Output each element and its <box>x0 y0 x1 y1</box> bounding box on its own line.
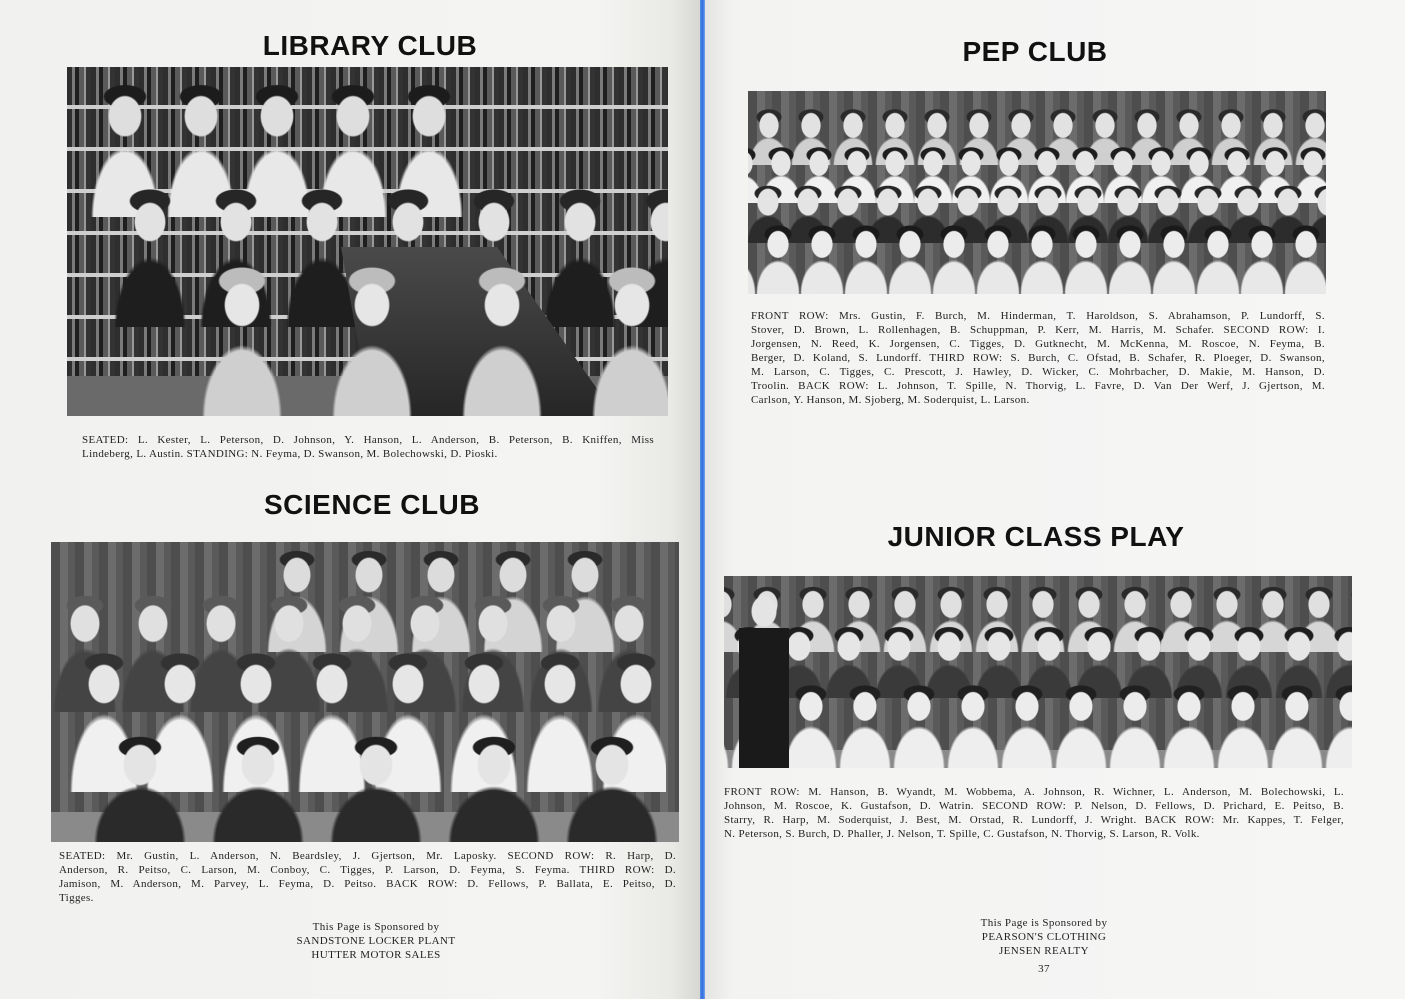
caption-line: Johnson, M. Roscoe, K. Gustafson, D. Watrin. SECOND ROW: P. Nelson, D. Fellows, D. Prichard, E. Peitso, B. <box>724 800 1344 812</box>
junior-class-play-caption <box>724 785 1344 841</box>
sponsor-name: HUTTER MOTOR SALES <box>311 949 441 961</box>
right-page <box>705 0 1405 999</box>
caption-line: M. Larson, C. Tigges, C. Prescott, J. Hawley, D. Wicker, C. Mohrbacher, D. Makie, M. Hanson, D. <box>751 366 1325 378</box>
sponsor-name: SANDSTONE LOCKER PLANT <box>296 935 456 947</box>
pep-club-title: PEP CLUB <box>962 36 1108 67</box>
science-club-title: SCIENCE CLUB <box>263 489 480 520</box>
caption-line: Lindeberg, L. Austin. STANDING: N. Feyma, D. Swanson, M. Bolechowski, D. Pioski. <box>82 448 498 460</box>
sponsor-name: PEARSON'S CLOTHING <box>981 931 1107 943</box>
caption-line: FRONT ROW: Mrs. Gustin, F. Burch, M. Hinderman, T. Haroldson, S. Abrahamson, P. Lundorff, S. <box>751 310 1325 322</box>
junior-class-play-title: JUNIOR CLASS PLAY <box>887 521 1185 552</box>
science-club-photo <box>51 542 679 842</box>
left-page <box>0 0 700 999</box>
seated-members-front <box>177 257 668 416</box>
caption-line: Tigges. <box>59 892 94 904</box>
caption-line: Anderson, R. Peitso, C. Larson, M. Conboy, C. Tigges, P. Larson, D. Feyma, S. Feyma. THIRD ROW: D. <box>59 864 676 876</box>
science-club-caption <box>59 849 676 905</box>
front-row <box>724 680 1352 768</box>
seated-row <box>81 732 679 842</box>
caption-line: Berger, D. Koland, S. Lundorff. THIRD ROW: S. Burch, C. Ofstad, B. Schafer, R. Ploeger, D. Swanson, <box>751 352 1325 364</box>
caption-line: Stover, D. Brown, L. Rollenhagen, B. Schuppman, P. Kerr, M. Harris, M. Schafer. SECOND ROW: I. <box>751 324 1325 336</box>
front-row <box>748 221 1326 294</box>
library-club-title: LIBRARY CLUB <box>262 30 478 61</box>
library-club-caption <box>82 433 654 461</box>
pep-club-photo <box>748 91 1326 294</box>
library-club-photo <box>67 67 668 416</box>
caption-line: SEATED: L. Kester, L. Peterson, D. Johnson, Y. Hanson, L. Anderson, B. Peterson, B. Kniffen, Miss <box>82 434 654 446</box>
caption-line: FRONT ROW: M. Hanson, B. Wyandt, M. Wobbema, A. Johnson, R. Wichner, L. Anderson, M. Bolechowski, L. <box>724 786 1344 798</box>
caption-line: Starry, R. Harp, M. Soderquist, J. Best, M. Orstad, R. Lundorff, J. Wright. BACK ROW: Mr. Kappes, T. Felger, <box>724 814 1344 826</box>
caption-line: SEATED: Mr. Gustin, L. Anderson, N. Beardsley, J. Gjertson, Mr. Laposky. SECOND ROW: R. Harp, D. <box>59 850 676 862</box>
caption-line: Jamison, M. Anderson, M. Parvey, L. Feyma, D. Peitso. BACK ROW: D. Fellows, P. Ballata, E. Peitso, D. <box>59 878 676 890</box>
sponsor-name: JENSEN REALTY <box>998 945 1090 957</box>
page-number: 37 <box>1038 963 1050 975</box>
sponsor-intro: This Page is Sponsored by <box>980 917 1108 929</box>
sponsor-intro: This Page is Sponsored by <box>312 921 440 933</box>
junior-class-play-photo <box>724 576 1352 768</box>
caption-line: Jorgensen, N. Reed, K. Jorgensen, C. Tigges, D. Gutknecht, M. McKenna, M. Roscoe, N. Feyma, B. <box>751 338 1325 350</box>
left-sponsor-block <box>226 920 526 962</box>
adviser-figure <box>734 590 794 768</box>
pep-club-caption <box>751 309 1325 407</box>
caption-line: Troolin. BACK ROW: L. Johnson, T. Spille, N. Thorvig, L. Favre, D. Van Der Werf, J. Gjertson, M. <box>751 380 1325 392</box>
caption-line: N. Peterson, S. Burch, D. Phaller, J. Nelson, T. Spille, C. Gustafson, N. Thorvig, S. Larson, R. Volk. <box>724 828 1200 840</box>
caption-line: Carlson, Y. Hanson, M. Sjoberg, M. Soderquist, L. Larson. <box>751 394 1030 406</box>
right-sponsor-block <box>894 916 1194 958</box>
